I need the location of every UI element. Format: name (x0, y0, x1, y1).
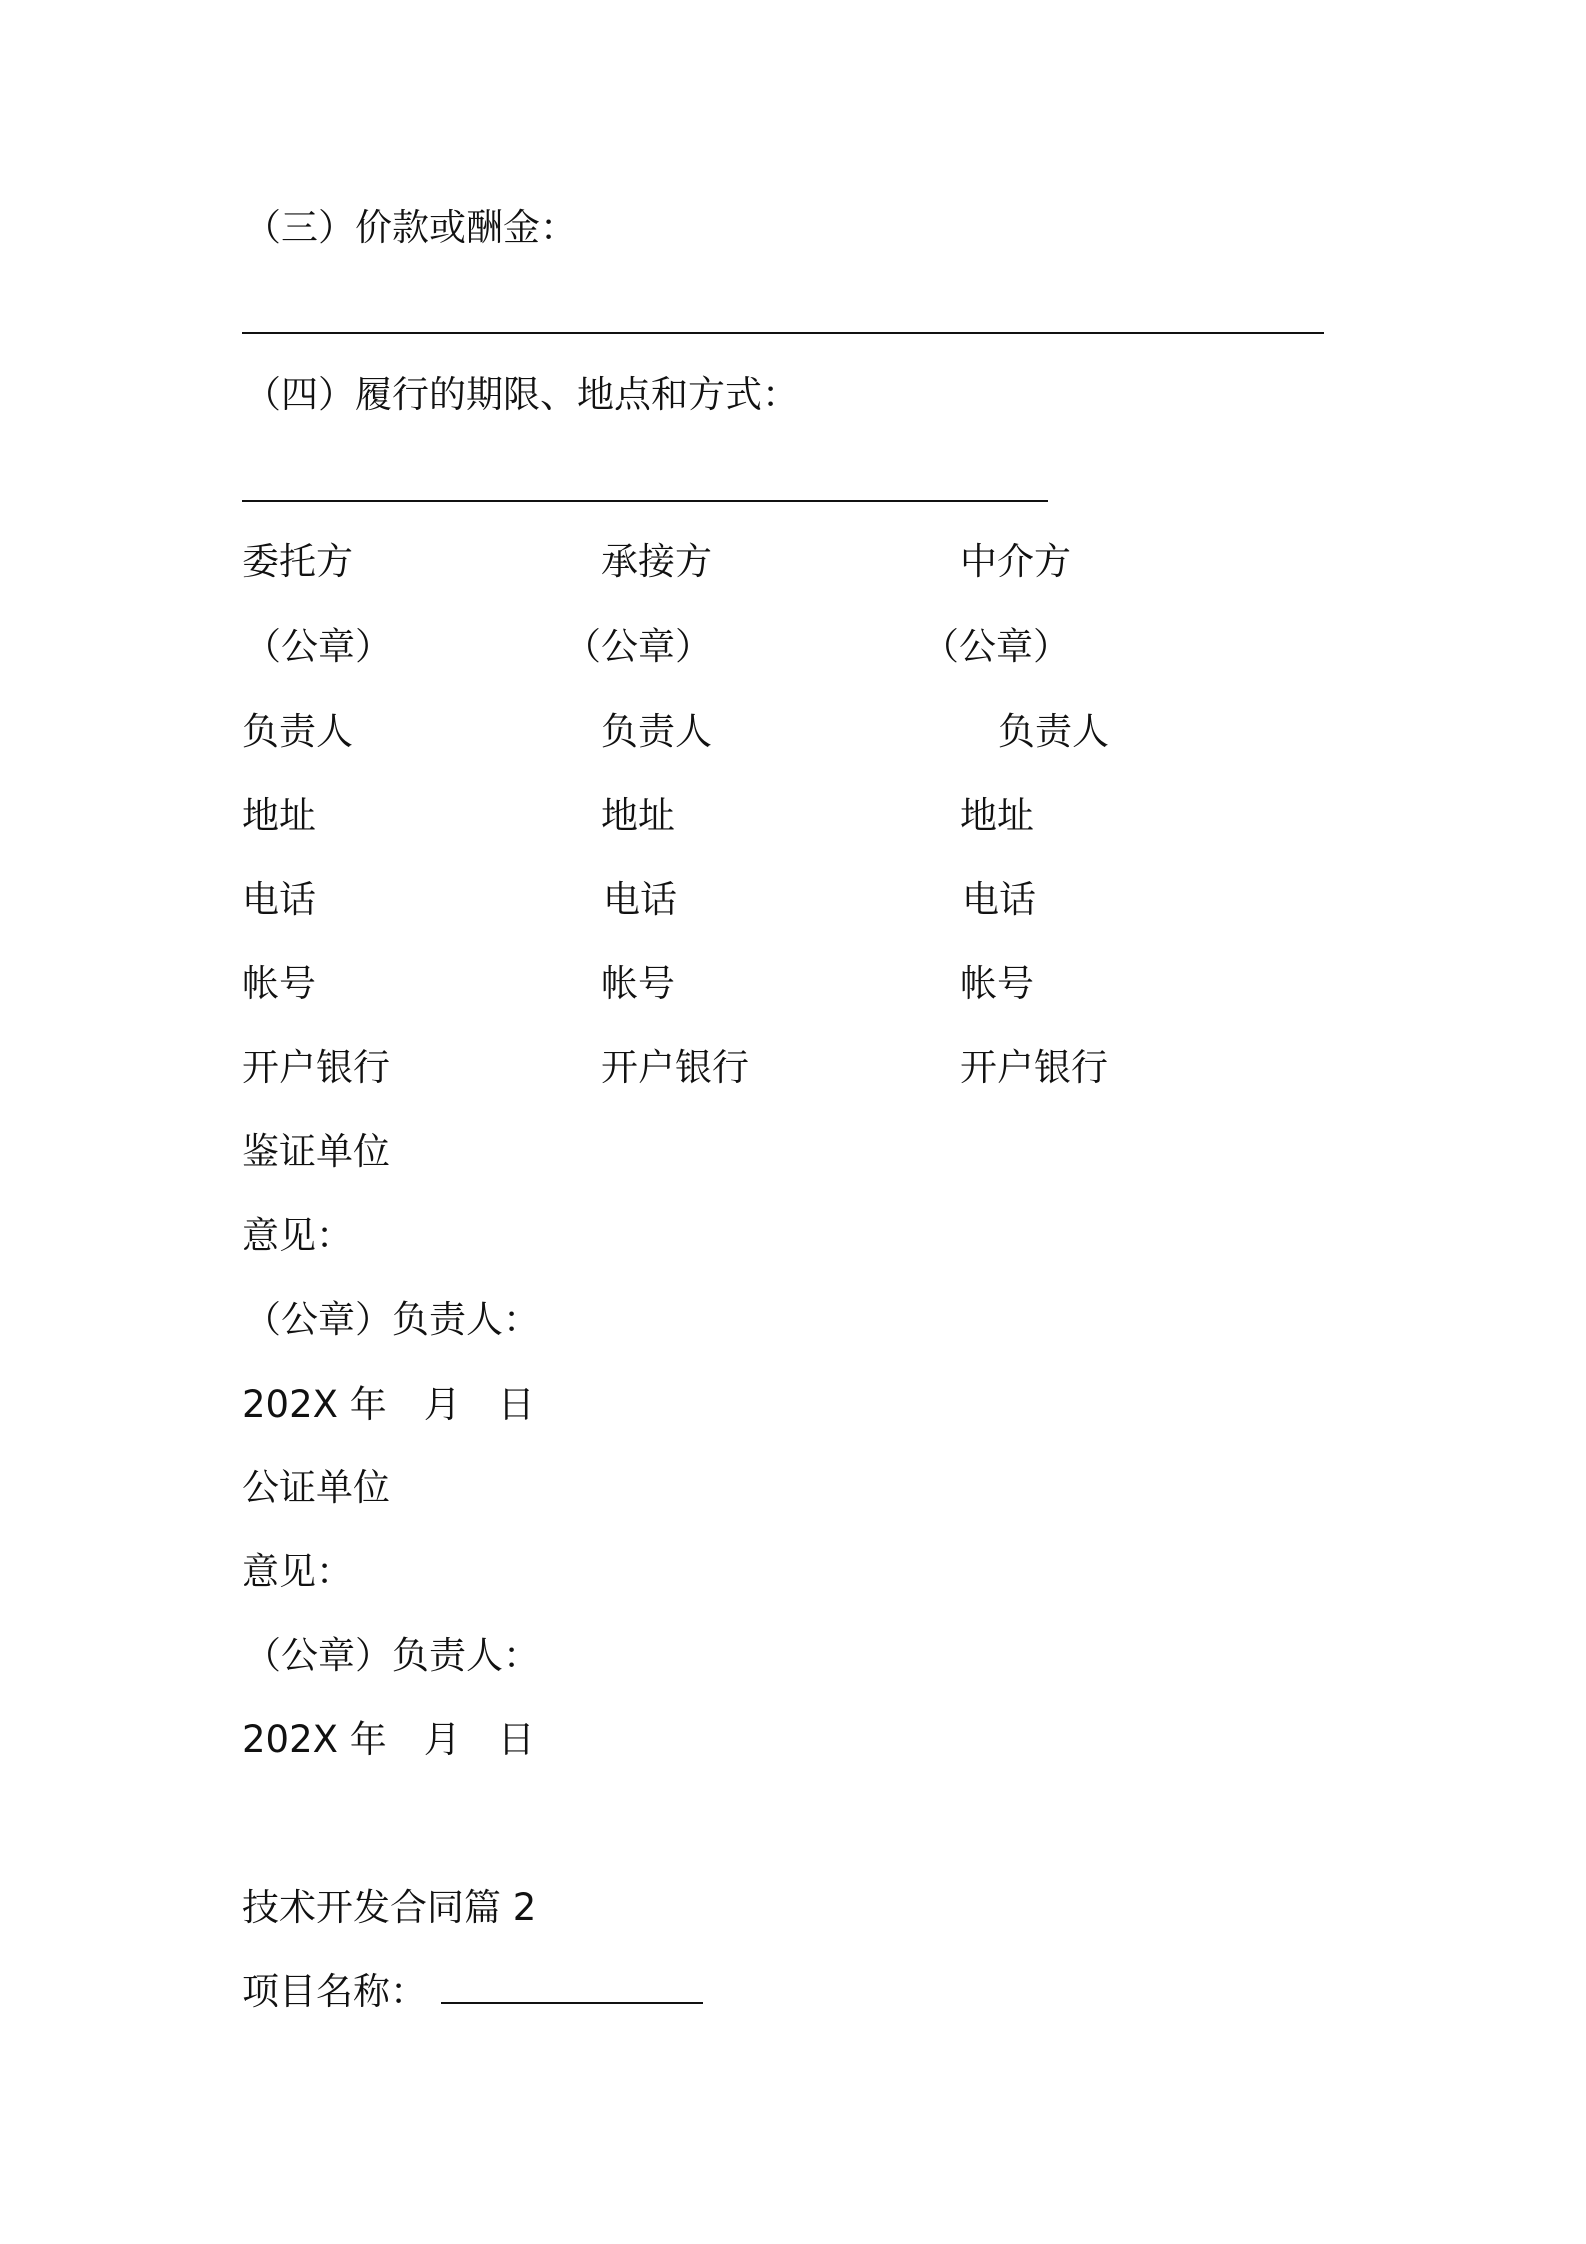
performance-blank-line (242, 500, 1048, 502)
party-responsible-contractor: 负责人 (601, 710, 712, 753)
party-seal-intermediary: （公章） (922, 625, 1070, 668)
notary-date: 202X 年 月 日 (242, 1718, 535, 1761)
party-phone-contractor: 电话 (603, 878, 677, 921)
price-blank-line (242, 332, 1324, 334)
verification-date: 202X 年 月 日 (242, 1383, 535, 1426)
project-name-row (242, 1967, 703, 2017)
notary-seal-responsible: （公章）负责人： (244, 1634, 540, 1677)
party-seal-client: （公章） (244, 625, 392, 668)
party-bank-contractor: 开户银行 (601, 1046, 749, 1089)
party-address-client: 地址 (242, 794, 316, 837)
party-bank-client: 开户银行 (242, 1046, 390, 1089)
verification-seal-responsible: （公章）负责人： (244, 1298, 540, 1341)
project-name-label: 项目名称： (242, 1970, 427, 2013)
notary-opinion: 意见： (242, 1550, 353, 1593)
party-header-client: 委托方 (242, 540, 353, 583)
party-phone-intermediary: 电话 (962, 878, 1036, 921)
party-responsible-intermediary: 负责人 (998, 710, 1109, 753)
verification-unit: 鉴证单位 (242, 1130, 390, 1173)
project-name-blank (441, 1968, 703, 2004)
party-header-contractor: 承接方 (601, 540, 712, 583)
party-seal-contractor: （公章） (564, 625, 712, 668)
next-contract-title: 技术开发合同篇 2 (242, 1886, 537, 1929)
party-address-intermediary: 地址 (960, 794, 1034, 837)
party-bank-intermediary: 开户银行 (960, 1046, 1108, 1089)
party-account-contractor: 帐号 (601, 962, 675, 1005)
verification-opinion: 意见： (242, 1214, 353, 1257)
party-account-intermediary: 帐号 (960, 962, 1034, 1005)
party-account-client: 帐号 (242, 962, 316, 1005)
party-phone-client: 电话 (242, 878, 316, 921)
party-header-intermediary: 中介方 (960, 540, 1071, 583)
performance-label: （四）履行的期限、地点和方式： (244, 373, 799, 416)
notary-unit: 公证单位 (242, 1466, 390, 1509)
price-label: （三）价款或酬金： (244, 206, 577, 249)
party-address-contractor: 地址 (601, 794, 675, 837)
party-responsible-client: 负责人 (242, 710, 353, 753)
